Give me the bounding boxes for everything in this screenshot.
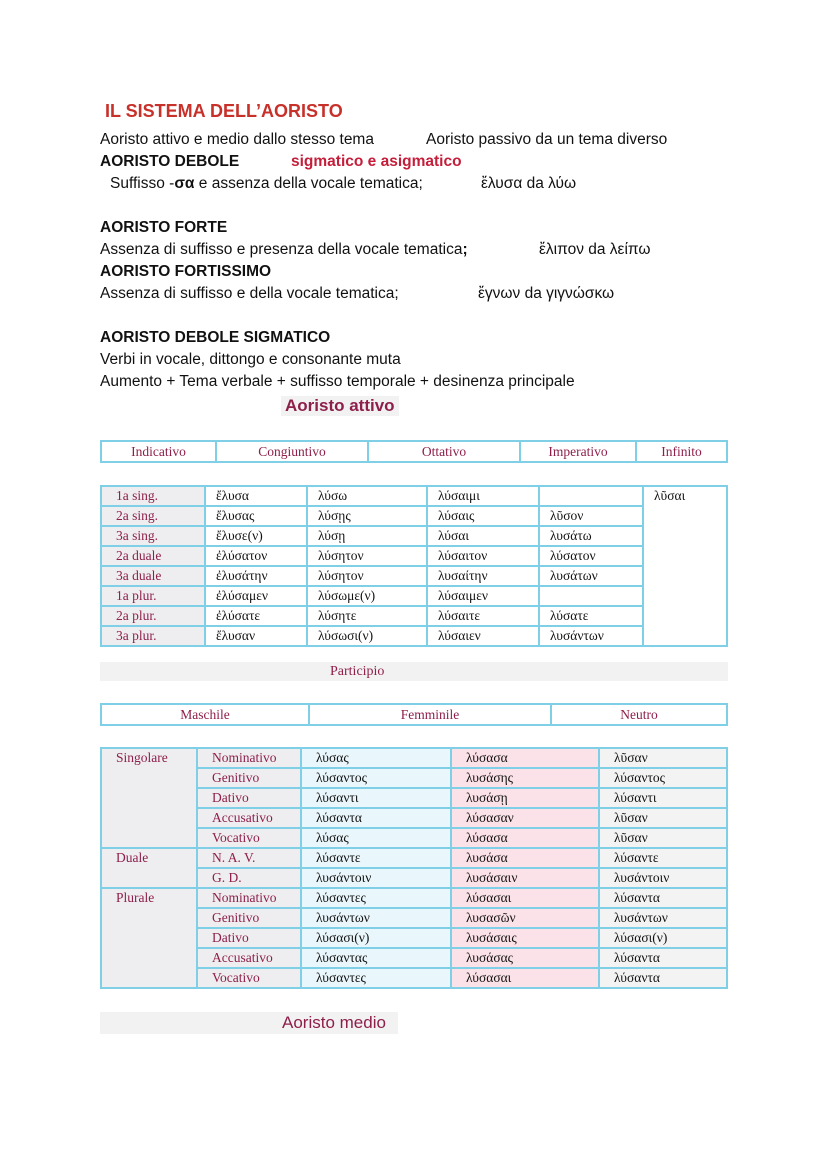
- maschile-cell: λύσαντα: [301, 808, 451, 828]
- person-label: 2a sing.: [101, 506, 205, 526]
- congiuntivo-cell: λύσῃ: [307, 526, 427, 546]
- intro-line-passivo: Aoristo passivo da un tema diverso: [426, 131, 668, 148]
- number-label-plurale: Plurale: [101, 888, 197, 988]
- sigmatico-line-2: Aumento + Tema verbale + suffisso temporale + desinenza principale: [100, 373, 575, 390]
- participio-bar: [100, 662, 728, 681]
- table-row: [101, 606, 727, 626]
- heading-aoristo-forte: AORISTO FORTE: [100, 219, 228, 236]
- moods-header-table: [100, 440, 728, 463]
- imperativo-cell: λυσάτω: [539, 526, 643, 546]
- neutro-cell: λύσαντα: [599, 948, 727, 968]
- sigmatico-line-1: Verbi in vocale, dittongo e consonante muta: [100, 351, 401, 368]
- case-label: Nominativo: [197, 888, 301, 908]
- number-label-duale: Duale: [101, 848, 197, 888]
- femminile-cell: λύσασα: [451, 748, 599, 768]
- table-row: [101, 748, 727, 768]
- imperativo-cell: λυσάντων: [539, 626, 643, 646]
- table-row: [101, 526, 727, 546]
- maschile-cell: λυσάντοιν: [301, 868, 451, 888]
- neutro-cell: λύσαντε: [599, 848, 727, 868]
- neutro-cell: λυσάντοιν: [599, 868, 727, 888]
- debole-desc-post: e assenza della vocale tematica;: [194, 175, 423, 192]
- table-row: [101, 546, 727, 566]
- neutro-cell: λύσαντος: [599, 768, 727, 788]
- congiuntivo-cell: λύσῃς: [307, 506, 427, 526]
- imperativo-cell: λυσάτων: [539, 566, 643, 586]
- ottativo-cell: λύσαι: [427, 526, 539, 546]
- person-label: 2a plur.: [101, 606, 205, 626]
- medio-bar: [100, 1012, 398, 1034]
- heading-aoristo-medio: Aoristo medio: [282, 1013, 386, 1032]
- case-label: G. D.: [197, 868, 301, 888]
- forte-description: [100, 241, 468, 259]
- indicativo-cell: ἔλυσα: [205, 486, 307, 506]
- maschile-cell: λύσαντες: [301, 888, 451, 908]
- maschile-cell: λύσασι(ν): [301, 928, 451, 948]
- page-title: IL SISTEMA DELL’AORISTO: [105, 101, 343, 121]
- case-label: Genitivo: [197, 768, 301, 788]
- femminile-cell: λύσασα: [451, 828, 599, 848]
- case-label: Accusativo: [197, 808, 301, 828]
- gender-header-table: [100, 703, 728, 726]
- femminile-cell: λύσασαν: [451, 808, 599, 828]
- indicativo-cell: ἐλύσαμεν: [205, 586, 307, 606]
- femminile-cell: λυσάσῃ: [451, 788, 599, 808]
- fortissimo-example: ἔγνων da γιγνώσκω: [478, 285, 615, 302]
- gender-femminile: Femminile: [309, 704, 551, 725]
- neutro-cell: λῦσαν: [599, 808, 727, 828]
- heading-aoristo-attivo: Aoristo attivo: [281, 396, 399, 416]
- maschile-cell: λυσάντων: [301, 908, 451, 928]
- case-label: Nominativo: [197, 748, 301, 768]
- ottativo-cell: λύσαιμι: [427, 486, 539, 506]
- imperativo-cell: [539, 586, 643, 606]
- mood-indicativo: Indicativo: [101, 441, 216, 462]
- neutro-cell: λῦσαν: [599, 828, 727, 848]
- ottativo-cell: λύσαιτε: [427, 606, 539, 626]
- femminile-cell: λυσάσαιν: [451, 868, 599, 888]
- subheading-sigmatico-asigmatico: sigmatico e asigmatico: [291, 153, 462, 170]
- participle-table: [100, 747, 728, 989]
- ottativo-cell: λύσαιεν: [427, 626, 539, 646]
- table-row: [101, 566, 727, 586]
- ottativo-cell: λύσαις: [427, 506, 539, 526]
- debole-example: ἔλυσα da λύω: [481, 175, 577, 192]
- person-label: 1a plur.: [101, 586, 205, 606]
- participio-label: Participio: [330, 664, 385, 679]
- forte-desc-text: Assenza di suffisso e presenza della vocale tematica: [100, 241, 463, 258]
- ottativo-cell: λύσαιτον: [427, 546, 539, 566]
- gender-neutro: Neutro: [551, 704, 727, 725]
- femminile-cell: λυσασῶν: [451, 908, 599, 928]
- neutro-cell: λυσάντων: [599, 908, 727, 928]
- mood-congiuntivo: Congiuntivo: [216, 441, 368, 462]
- neutro-cell: λύσασι(ν): [599, 928, 727, 948]
- maschile-cell: λύσας: [301, 828, 451, 848]
- neutro-cell: λύσαντα: [599, 888, 727, 908]
- neutro-cell: λύσαντα: [599, 968, 727, 988]
- imperativo-cell: [539, 486, 643, 506]
- person-label: 2a duale: [101, 546, 205, 566]
- debole-description: [110, 175, 423, 193]
- femminile-cell: λύσασαι: [451, 888, 599, 908]
- congiuntivo-cell: λύσητον: [307, 546, 427, 566]
- table-row: [101, 626, 727, 646]
- imperativo-cell: λύσατε: [539, 606, 643, 626]
- maschile-cell: λύσαντες: [301, 968, 451, 988]
- maschile-cell: λύσαντας: [301, 948, 451, 968]
- case-label: Vocativo: [197, 968, 301, 988]
- heading-debole-sigmatico: AORISTO DEBOLE SIGMATICO: [100, 329, 331, 346]
- indicativo-cell: ἐλύσατον: [205, 546, 307, 566]
- person-label: 3a sing.: [101, 526, 205, 546]
- femminile-cell: λυσάσας: [451, 948, 599, 968]
- case-label: Dativo: [197, 928, 301, 948]
- indicativo-cell: ἐλύσατε: [205, 606, 307, 626]
- case-label: Vocativo: [197, 828, 301, 848]
- ottativo-cell: λυσαίτην: [427, 566, 539, 586]
- fortissimo-description: Assenza di suffisso e della vocale tematica;: [100, 285, 399, 302]
- person-label: 3a plur.: [101, 626, 205, 646]
- forte-example: ἔλιπον da λείπω: [539, 241, 651, 258]
- congiuntivo-cell: λύσωμε(ν): [307, 586, 427, 606]
- neutro-cell: λῦσαν: [599, 748, 727, 768]
- indicativo-cell: ἐλυσάτην: [205, 566, 307, 586]
- mood-ottativo: Ottativo: [368, 441, 520, 462]
- femminile-cell: λυσάσα: [451, 848, 599, 868]
- congiuntivo-cell: λύσητον: [307, 566, 427, 586]
- table-row: [101, 888, 727, 908]
- table-row: [101, 586, 727, 606]
- case-label: Accusativo: [197, 948, 301, 968]
- mood-infinito: Infinito: [636, 441, 727, 462]
- heading-aoristo-fortissimo: AORISTO FORTISSIMO: [100, 263, 272, 280]
- femminile-cell: λυσάσαις: [451, 928, 599, 948]
- heading-aoristo-debole: AORISTO DEBOLE: [100, 153, 240, 170]
- indicativo-cell: ἔλυσε(ν): [205, 526, 307, 546]
- conjugation-table: [100, 485, 728, 647]
- intro-line-attivo-medio: Aoristo attivo e medio dallo stesso tema: [100, 131, 374, 148]
- table-row: [101, 506, 727, 526]
- congiuntivo-cell: λύσω: [307, 486, 427, 506]
- number-label-singolare: Singolare: [101, 748, 197, 848]
- person-label: 1a sing.: [101, 486, 205, 506]
- imperativo-cell: λύσατον: [539, 546, 643, 566]
- case-label: Genitivo: [197, 908, 301, 928]
- femminile-cell: λύσασαι: [451, 968, 599, 988]
- ottativo-cell: λύσαιμεν: [427, 586, 539, 606]
- case-label: Dativo: [197, 788, 301, 808]
- femminile-cell: λυσάσης: [451, 768, 599, 788]
- imperativo-cell: λῦσον: [539, 506, 643, 526]
- maschile-cell: λύσας: [301, 748, 451, 768]
- infinito-cell: λῦσαι: [643, 486, 727, 646]
- maschile-cell: λύσαντε: [301, 848, 451, 868]
- case-label: N. A. V.: [197, 848, 301, 868]
- table-row: [101, 486, 727, 506]
- indicativo-cell: ἔλυσαν: [205, 626, 307, 646]
- congiuntivo-cell: λύσητε: [307, 606, 427, 626]
- maschile-cell: λύσαντος: [301, 768, 451, 788]
- debole-desc-suffix: σα: [174, 175, 195, 192]
- neutro-cell: λύσαντι: [599, 788, 727, 808]
- maschile-cell: λύσαντι: [301, 788, 451, 808]
- person-label: 3a duale: [101, 566, 205, 586]
- indicativo-cell: ἔλυσας: [205, 506, 307, 526]
- congiuntivo-cell: λύσωσι(ν): [307, 626, 427, 646]
- debole-desc-pre: Suffisso -: [110, 175, 175, 192]
- table-row: [101, 848, 727, 868]
- forte-desc-semicolon: ;: [462, 241, 468, 258]
- gender-maschile: Maschile: [101, 704, 309, 725]
- mood-imperativo: Imperativo: [520, 441, 636, 462]
